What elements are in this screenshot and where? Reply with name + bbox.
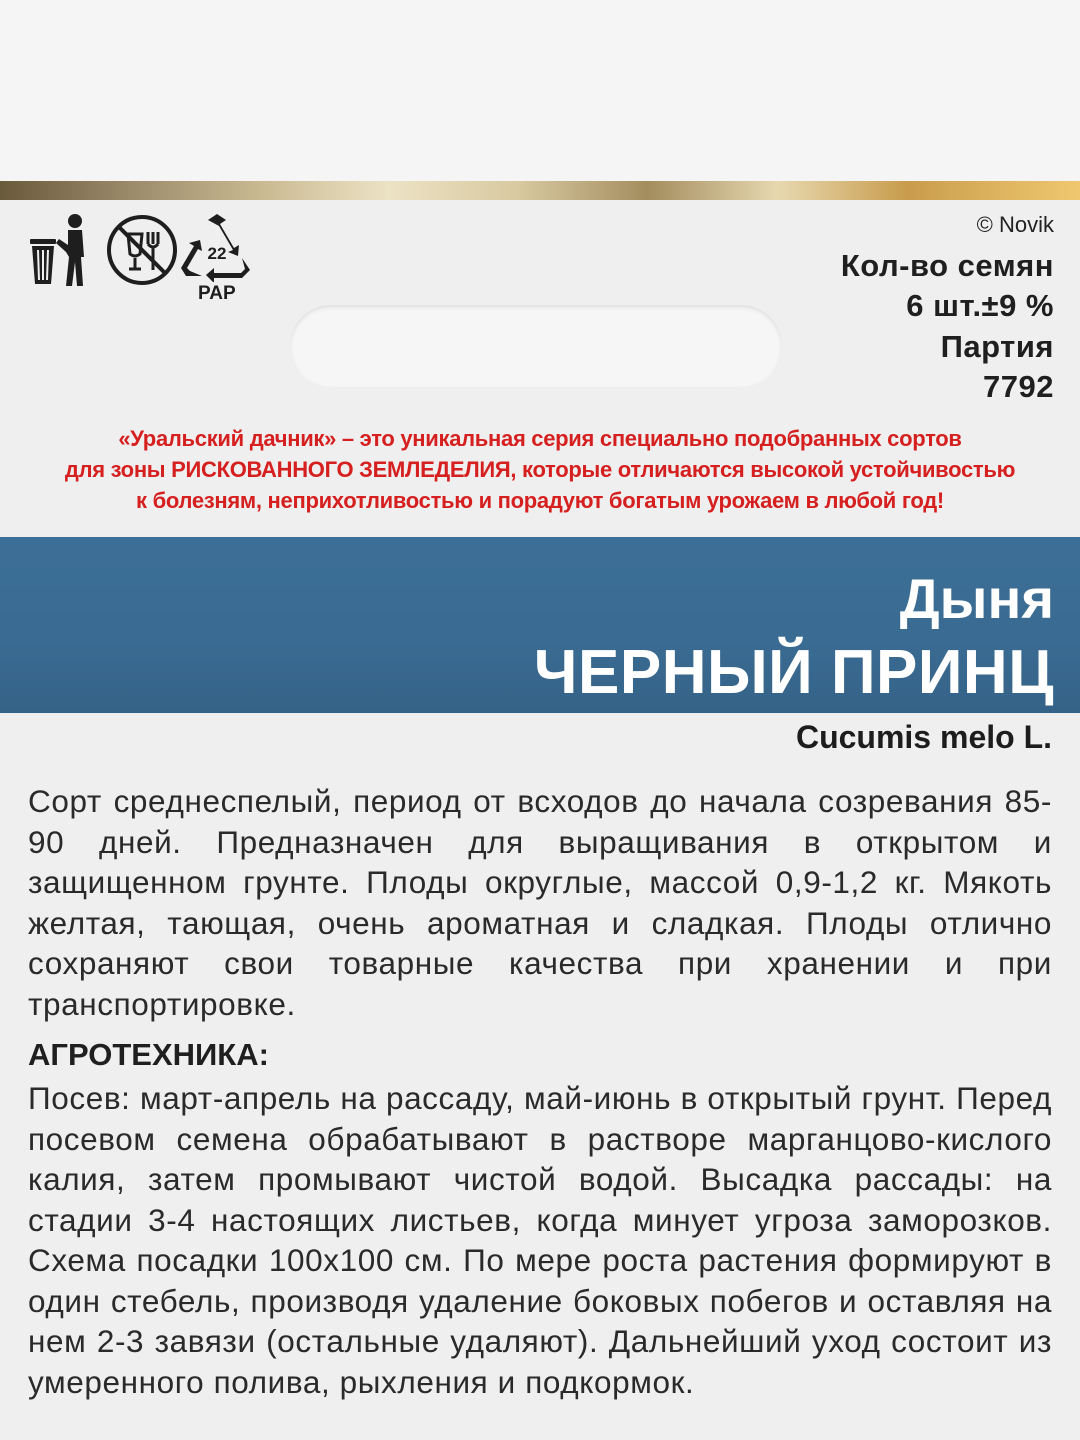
- product-variety: ЧЕРНЫЙ ПРИНЦ: [533, 638, 1054, 707]
- promo-line: «Уральский дачник» – это уникальная серия специально подобранных сортов: [118, 426, 962, 451]
- product-type: Дыня: [899, 567, 1054, 630]
- recycle-number: 22: [207, 244, 227, 263]
- batch-value: 7792: [983, 369, 1054, 404]
- promo-line: к болезням, неприхотливостью и порадуют богатым урожаем в любой год!: [136, 488, 944, 513]
- variety-description: Сорт среднеспелый, период от всходов до начала созревания 85-90 дней. Предназначен для выращивания в открытом и защищенном грунте. Плоды округлые, массой 0,9-1,2 кг. Мякоть желтая, тающая, очень ароматная и сладкая. Плоды отлично сохраняют свои товарные качества при хранении и при транспортировке.: [28, 783, 1052, 1022]
- promo-text: [20, 423, 1060, 516]
- copyright: © Novik: [976, 212, 1054, 237]
- latin-name: Cucumis melo L.: [795, 719, 1052, 755]
- recycle-triangle-icon: [178, 212, 256, 282]
- hang-hole: [290, 305, 782, 387]
- agrotech-heading: АГРОТЕХНИКА:: [28, 1037, 269, 1072]
- promo-line: для зоны РИСКОВАННОГО ЗЕМЛЕДЕЛИЯ, которые отличаются высокой устойчивостью: [64, 457, 1016, 482]
- seed-count-label: Кол-во семян: [840, 248, 1054, 283]
- trash-bin-person-icon: [26, 212, 92, 288]
- background-top: [0, 0, 1080, 183]
- agrotech-text: Посев: март-апрель на рассаду, май-июнь в открытый грунт. Перед посевом семена обрабатывают в растворе марганцово-кислого калия, затем промывают чистой водой. Высадка рассады: на стадии 3-4 настоящих листьев, когда минует угроза заморозков. Схема посадки 100х100 см. По мере роста растения формируют в один стебель, производя удаление боковых побегов и оставляя на нем 2-3 завязи (остальные удаляют). Дальнейший уход состоит из умеренного полива, рыхления и подкормок.: [28, 1080, 1052, 1400]
- seed-count-value: 6 шт.±9 %: [906, 288, 1054, 323]
- batch-label: Партия: [940, 329, 1054, 364]
- recycle-code: PAP: [198, 283, 236, 304]
- crossed-glass-fork-icon: [106, 214, 178, 286]
